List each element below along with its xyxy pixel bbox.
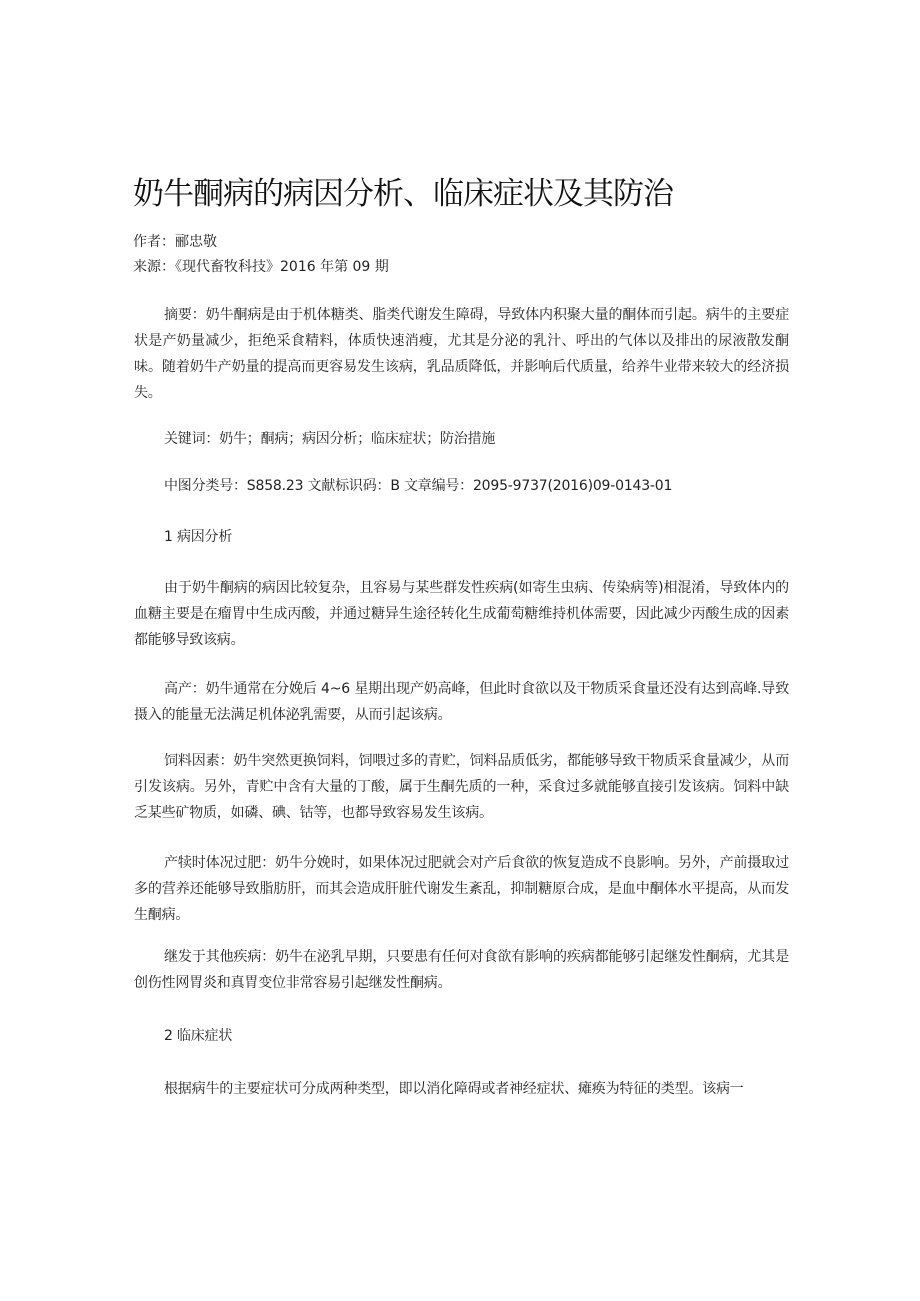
section-2-heading: 2 临床症状 [164,1028,233,1044]
section-2-intro-paragraph: 根据病牛的主要症状可分成两种类型，即以消化障碍或者神经症状、瘫痪为特征的类型。该病一 [164,1081,744,1097]
calving-condition-paragraph: 产犊时体况过肥：奶牛分娩时，如果体况过肥就会对产后食欲的恢复造成不良影响。另外，产前摄取过多的营养还能够导致脂肪肝，而其会造成肝脏代谢发生紊乱，抑制糖原合成，是血中酮体水平提高，从而发生酮病。 [134,855,789,923]
feed-factors-paragraph: 饲料因素：奶牛突然更换饲料，饲喂过多的青贮，饲料品质低劣，都能够导致干物质采食量减少，从而引发该病。另外，青贮中含有大量的丁酸，属于生酮先质的一种，采食过多就能够直接引发该病。饲料中缺乏某些矿物质，如磷、碘、钴等，也都导致容易发生该病。 [134,753,789,821]
section-1-intro-paragraph: 由于奶牛酮病的病因比较复杂，且容易与某些群发性疾病(如寄生虫病、传染病等)相混淆，导致体内的血糖主要是在瘤胃中生成丙酸，并通过糖异生途径转化生成葡萄糖维持机体需要，因此减少丙酸生成的因素都能够导致该病。 [134,580,789,648]
article-title: 奶牛酮病的病因分析、临床症状及其防治 [133,176,673,212]
keywords-line: 关键词：奶牛；酮病；病因分析；临床症状；防治措施 [164,431,496,447]
high-yield-paragraph: 高产：奶牛通常在分娩后 4~6 星期出现产奶高峰，但此时食欲以及干物质采食量还没有达到高峰.导致摄入的能量无法满足机体泌乳需要，从而引起该病。 [134,681,789,723]
secondary-disease-paragraph: 继发于其他疾病：奶牛在泌乳早期，只要患有任何对食欲有影响的疾病都能够引起继发性酮病，尤其是创伤性网胃炎和真胃变位非常容易引起继发性酮病。 [134,949,789,991]
article-source: 来源：《现代畜牧科技》2016 年第 09 期 [133,259,389,275]
classification-line: 中图分类号：S858.23 文献标识码：B 文章编号：2095-9737(2016)09-0143-01 [164,478,673,494]
abstract-paragraph: 摘要：奶牛酮病是由于机体糖类、脂类代谢发生障碍，导致体内积聚大量的酮体而引起。病牛的主要症状是产奶量减少，拒绝采食精料，体质快速消瘦，尤其是分泌的乳汁、呼出的气体以及排出的尿液散发酮味。随着奶牛产奶量的提高而更容易发生该病，乳品质降低，并影响后代质量，给养牛业带来较大的经济损失。 [134,307,789,401]
section-1-heading: 1 病因分析 [164,529,233,545]
article-author: 作者：郦忠敬 [133,234,217,250]
